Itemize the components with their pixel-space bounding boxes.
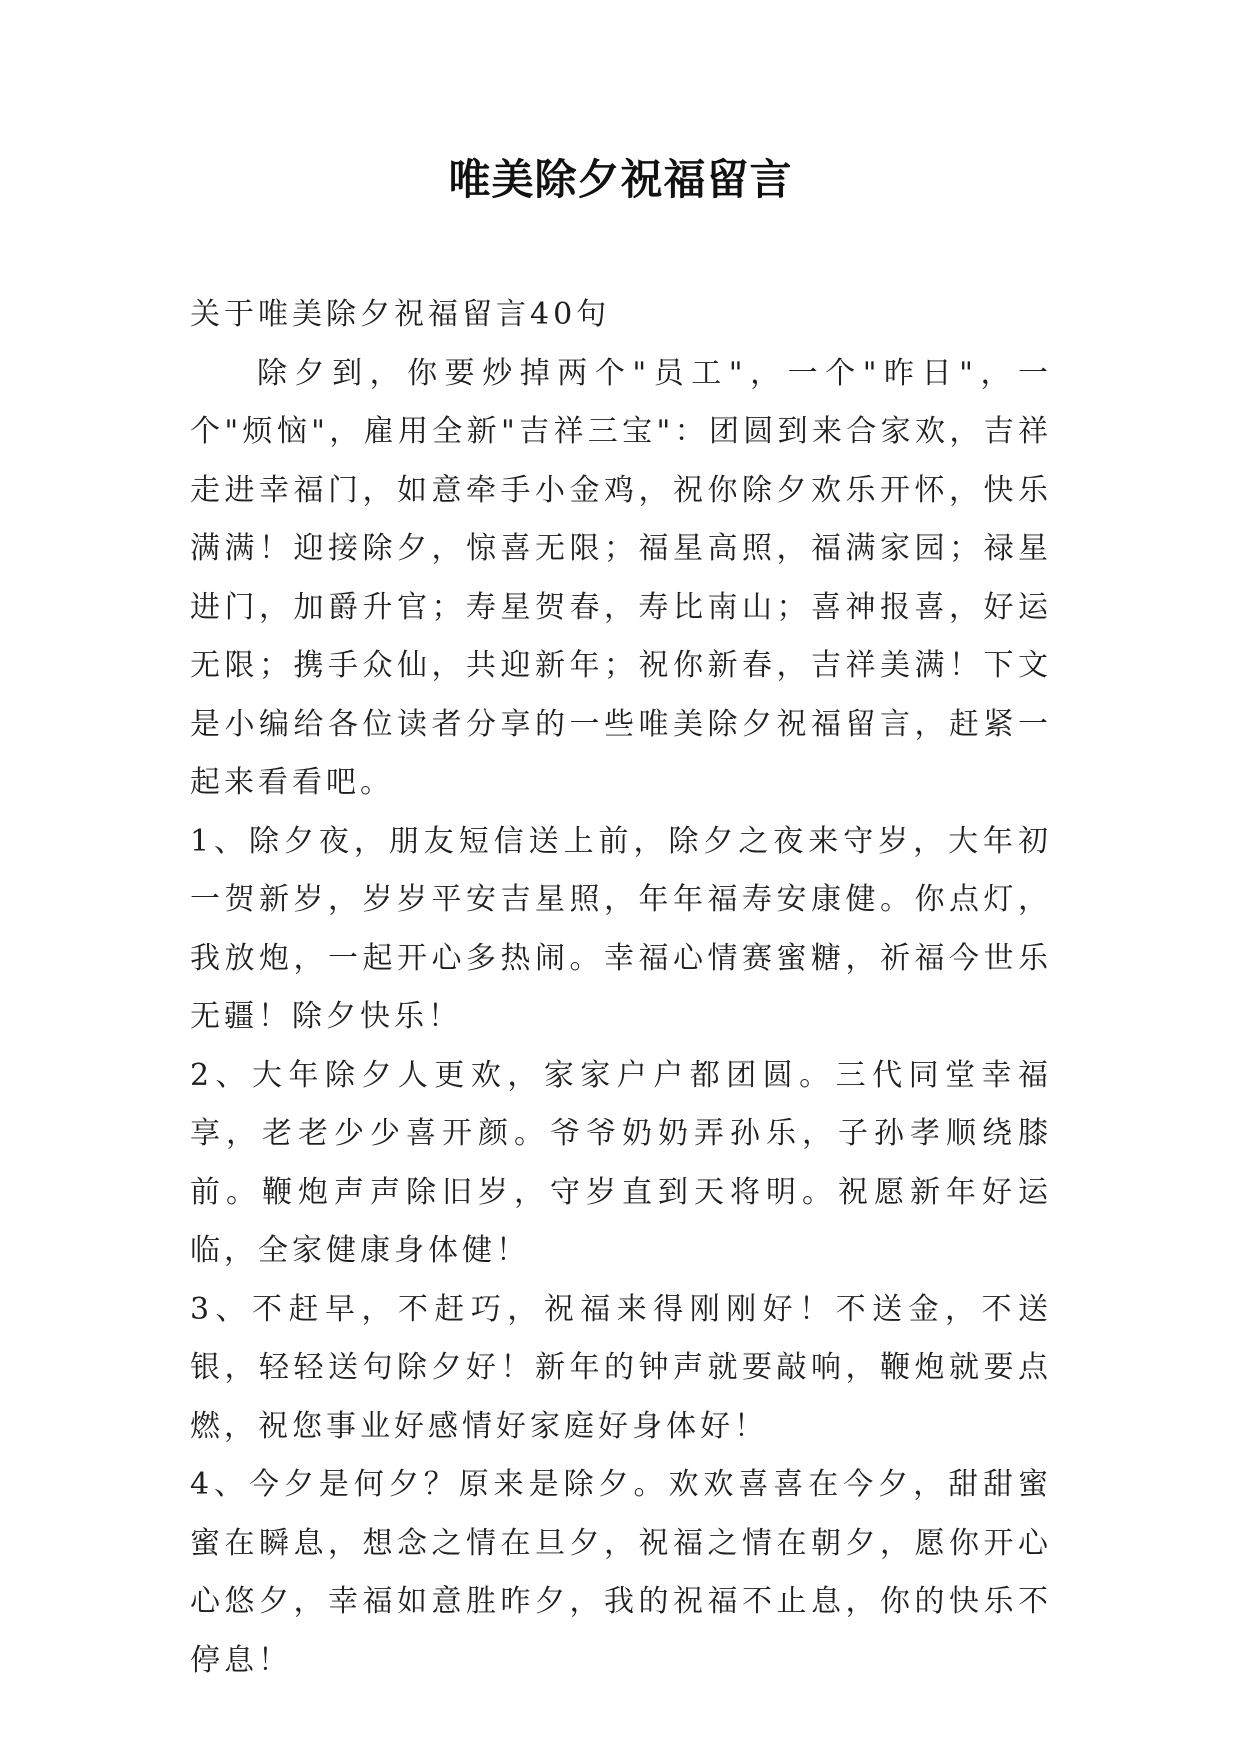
document-body — [190, 286, 1052, 1690]
document-title: 唯美除夕祝福留言 — [448, 155, 793, 204]
document-subtitle: 关于唯美除夕祝福留言40句 — [190, 297, 611, 332]
blessing-item-1: 1、除夕夜，朋友短信送上前，除夕之夜来守岁，大年初一贺新岁，岁岁平安吉星照，年年福寿安康健。你点灯，我放炮，一起开心多热闹。幸福心情赛蜜糖，祈福今世乐无疆！除夕快乐！ — [190, 823, 1052, 1034]
intro-paragraph: 除夕到，你要炒掉两个"员工"，一个"昨日"，一个"烦恼"，雇用全新"吉祥三宝"：团圆到来合家欢，吉祥走进幸福门，如意牵手小金鸡，祝你除夕欢乐开怀，快乐满满！迎接除夕，惊喜无限；福星高照，福满家园；禄星进门，加爵升官；寿星贺春，寿比南山；喜神报喜，好运无限；携手众仙，共迎新年；祝你新春，吉祥美满！下文是小编给各位读者分享的一些唯美除夕祝福留言，赶紧一起来看看吧。 — [190, 355, 1052, 800]
blessing-item-4: 4、今夕是何夕？原来是除夕。欢欢喜喜在今夕，甜甜蜜蜜在瞬息，想念之情在旦夕，祝福之情在朝夕，愿你开心心悠夕，幸福如意胜昨夕，我的祝福不止息，你的快乐不停息！ — [190, 1467, 1052, 1678]
blessing-item-2: 2、大年除夕人更欢，家家户户都团圆。三代同堂幸福享，老老少少喜开颜。爷爷奶奶弄孙乐，子孙孝顺绕膝前。鞭炮声声除旧岁，守岁直到天将明。祝愿新年好运临，全家健康身体健！ — [190, 1057, 1052, 1268]
blessing-item-3: 3、不赶早，不赶巧，祝福来得刚刚好！不送金，不送银，轻轻送句除夕好！新年的钟声就要敲响，鞭炮就要点燃，祝您事业好感情好家庭好身体好！ — [190, 1291, 1052, 1444]
